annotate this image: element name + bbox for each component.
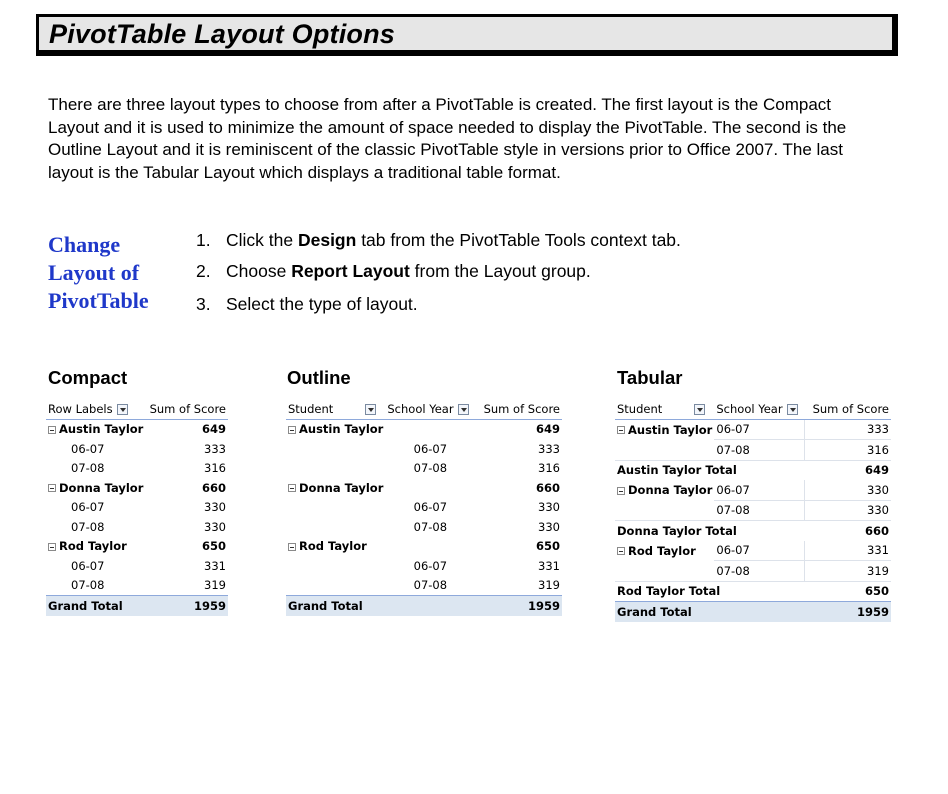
value-cell [475, 459, 562, 479]
row-value: 330 [204, 519, 226, 534]
grand-total-row [286, 596, 562, 616]
value-cell [805, 419, 891, 440]
row-label: 06-07 [71, 558, 105, 573]
row-value: 331 [204, 558, 226, 573]
subtotal-row [615, 460, 891, 480]
grand-total-row [615, 602, 891, 622]
value-cell [805, 480, 891, 500]
group-row [286, 478, 562, 498]
table-row [615, 480, 891, 500]
value-cell [805, 521, 891, 541]
label-cell [46, 419, 145, 439]
step-text: Click the [226, 230, 298, 250]
year-cell [714, 500, 804, 521]
value-cell [145, 459, 228, 479]
year-label: 07-08 [716, 442, 750, 457]
step-item [196, 294, 681, 315]
value-cell [145, 537, 228, 557]
step-text: from the Layout group. [409, 261, 591, 281]
value-cell [475, 576, 562, 596]
subtotal-label-cell [615, 581, 805, 602]
side-heading-line: Change [48, 232, 121, 257]
student-cell [286, 419, 385, 439]
header-cell [286, 399, 385, 419]
row-value: 330 [538, 519, 560, 534]
header-label: Sum of Score [812, 401, 889, 416]
label-cell [615, 602, 805, 622]
group-row [46, 419, 228, 439]
year-label: 06-07 [716, 482, 750, 497]
subtotal-label-cell [615, 521, 805, 541]
collapse-toggle-icon[interactable] [48, 543, 56, 551]
row-value: 331 [867, 543, 889, 558]
value-cell [145, 498, 228, 518]
header-cell [145, 399, 228, 419]
year-cell [385, 576, 475, 596]
value-cell [475, 517, 562, 537]
title-box [36, 14, 898, 56]
value-cell [805, 440, 891, 461]
collapse-toggle-icon[interactable] [288, 426, 296, 434]
year-cell [385, 419, 475, 439]
label-cell [46, 556, 145, 576]
steps-list [196, 230, 681, 315]
value-cell [475, 478, 562, 498]
subtotal-label: Rod Taylor Total [617, 584, 721, 599]
header-label: Row Labels [48, 401, 113, 416]
label-cell [286, 596, 385, 616]
year-label: 07-08 [413, 578, 448, 593]
tabular-label: Tabular [617, 367, 683, 388]
row-value: 319 [538, 578, 560, 593]
row-value: 316 [538, 461, 560, 476]
outline-pivot-table [286, 399, 562, 616]
row-value: 660 [201, 480, 226, 495]
year-cell [714, 440, 804, 461]
student-label: Donna Taylor [628, 483, 713, 497]
label-cell [46, 537, 145, 557]
header-row [615, 399, 891, 419]
grand-total-value: 1959 [193, 598, 226, 613]
student-label: Rod Taylor [628, 543, 696, 558]
student-label: Austin Taylor [299, 422, 384, 437]
row-value: 660 [535, 480, 560, 495]
student-cell [286, 439, 385, 459]
value-cell [145, 576, 228, 596]
row-label: 06-07 [71, 441, 105, 456]
value-cell [145, 478, 228, 498]
table-row [286, 517, 562, 537]
year-label: 07-08 [716, 503, 750, 518]
header-cell [46, 399, 145, 419]
year-cell [714, 561, 804, 582]
label-cell [46, 576, 145, 596]
filter-dropdown-icon[interactable] [694, 404, 705, 415]
year-cell [385, 459, 475, 479]
value-cell [475, 439, 562, 459]
collapse-toggle-icon[interactable] [617, 426, 625, 434]
header-label: School Year [387, 401, 454, 416]
student-cell [615, 541, 714, 561]
year-label: 06-07 [716, 422, 750, 437]
label-cell [46, 439, 145, 459]
header-row [286, 399, 562, 419]
row-value: 319 [867, 563, 889, 578]
value-cell [475, 419, 562, 439]
student-cell [286, 556, 385, 576]
student-cell [286, 459, 385, 479]
row-label: 07-08 [71, 578, 105, 593]
table-row [615, 419, 891, 440]
side-heading [48, 231, 178, 315]
empty-cell [385, 596, 475, 616]
step-text: Choose [226, 261, 292, 281]
step-text: tab from the PivotTable Tools context tab. [356, 230, 681, 250]
year-cell [714, 419, 804, 440]
year-cell [385, 439, 475, 459]
filter-dropdown-icon[interactable] [787, 404, 798, 415]
header-label: Sum of Score [483, 401, 560, 416]
table-row [46, 517, 228, 537]
table-row [615, 561, 891, 582]
row-value: 333 [538, 441, 560, 456]
step-number: 2. [196, 261, 211, 281]
filter-dropdown-icon[interactable] [117, 404, 128, 415]
value-cell [805, 500, 891, 521]
student-cell [615, 419, 714, 440]
year-label: 07-08 [413, 519, 448, 534]
filter-dropdown-icon[interactable] [365, 404, 376, 415]
filter-dropdown-icon[interactable] [458, 404, 469, 415]
value-cell [805, 541, 891, 561]
table-row [46, 498, 228, 518]
grand-total-label: Grand Total [288, 598, 363, 613]
year-label: 06-07 [716, 543, 750, 558]
row-label: Austin Taylor [59, 422, 144, 437]
row-value: 330 [867, 482, 889, 497]
step-bold: Design [297, 230, 357, 250]
year-cell [385, 537, 475, 557]
table-row [615, 500, 891, 521]
row-value: 333 [867, 422, 889, 437]
grand-total-value: 1959 [527, 598, 560, 613]
collapse-toggle-icon[interactable] [617, 547, 625, 555]
year-cell [385, 498, 475, 518]
label-cell [46, 478, 145, 498]
row-value: 649 [201, 422, 226, 437]
row-label: Rod Taylor [59, 539, 127, 554]
value-cell [805, 460, 891, 480]
table-row [286, 459, 562, 479]
value-cell [145, 596, 228, 616]
header-label: Sum of Score [149, 401, 226, 416]
year-cell [714, 541, 804, 561]
student-cell [615, 440, 714, 461]
value-cell [475, 556, 562, 576]
row-value: 330 [867, 503, 889, 518]
label-cell [46, 498, 145, 518]
label-cell [46, 459, 145, 479]
table-row [46, 556, 228, 576]
value-cell [805, 581, 891, 602]
intro-paragraph: There are three layout types to choose from after a PivotTable is created. The first layout is the Compact Layout and it is used to minimize the amount of space needed to display the PivotTable. The second is the Outline Layout and it is reminiscent of the classic PivotTable style in versions prior to Office 2007. The last layout is the Tabular Layout which displays a traditional table format. [48, 95, 847, 182]
year-label: 06-07 [413, 558, 448, 573]
value-cell [805, 561, 891, 582]
row-label: 07-08 [71, 461, 105, 476]
student-label: Donna Taylor [299, 480, 384, 495]
grand-total-label: Grand Total [617, 604, 692, 619]
table-row [286, 576, 562, 596]
student-cell [615, 480, 714, 500]
header-row [46, 399, 228, 419]
group-row [46, 537, 228, 557]
student-cell [286, 537, 385, 557]
side-heading-line: Layout of [48, 260, 140, 285]
student-label: Rod Taylor [299, 539, 367, 554]
value-cell [145, 419, 228, 439]
grand-total-label: Grand Total [48, 598, 123, 613]
student-cell [615, 500, 714, 521]
subtotal-label-cell [615, 460, 805, 480]
row-label: 06-07 [71, 500, 105, 515]
collapse-toggle-icon[interactable] [48, 426, 56, 434]
value-cell [145, 556, 228, 576]
collapse-toggle-icon[interactable] [288, 543, 296, 551]
label-cell [46, 596, 145, 616]
side-heading-line: PivotTable [48, 288, 149, 313]
step-text: Select the type of layout. [226, 294, 418, 314]
subtotal-row [615, 521, 891, 541]
row-value: 330 [204, 500, 226, 515]
header-cell [475, 399, 562, 419]
table-row [46, 439, 228, 459]
student-label: Austin Taylor [628, 422, 713, 437]
row-value: 331 [538, 558, 560, 573]
value-cell [475, 596, 562, 616]
table-row [615, 541, 891, 561]
step-item [196, 230, 681, 251]
outline-label: Outline [287, 367, 351, 388]
student-cell [286, 498, 385, 518]
year-cell [385, 556, 475, 576]
value-cell [145, 517, 228, 537]
year-cell [385, 517, 475, 537]
row-value: 319 [204, 578, 226, 593]
header-cell [385, 399, 475, 419]
tabular-pivot-table [615, 399, 891, 622]
step-item [196, 261, 681, 282]
header-label: Student [617, 401, 663, 416]
row-value: 330 [538, 500, 560, 515]
row-value: 650 [864, 584, 889, 599]
value-cell [475, 498, 562, 518]
header-label: School Year [716, 401, 783, 416]
header-cell [714, 399, 804, 419]
value-cell [475, 537, 562, 557]
table-row [46, 576, 228, 596]
year-label: 06-07 [413, 500, 448, 515]
subtotal-label: Donna Taylor Total [617, 523, 737, 538]
label-cell [46, 517, 145, 537]
subtotal-row [615, 581, 891, 602]
year-label: 07-08 [413, 461, 448, 476]
collapse-toggle-icon[interactable] [288, 484, 296, 492]
value-cell [145, 439, 228, 459]
step-number: 1. [196, 230, 211, 250]
year-label: 07-08 [716, 563, 750, 578]
header-label: Student [288, 401, 334, 416]
header-cell [615, 399, 714, 419]
row-value: 316 [204, 461, 226, 476]
row-value: 660 [864, 523, 889, 538]
row-label: 07-08 [71, 519, 105, 534]
group-row [286, 537, 562, 557]
row-value: 649 [535, 422, 560, 437]
table-row [46, 459, 228, 479]
group-row [46, 478, 228, 498]
grand-total-row [46, 596, 228, 616]
row-value: 333 [204, 441, 226, 456]
collapse-toggle-icon[interactable] [48, 484, 56, 492]
compact-label: Compact [48, 367, 128, 388]
student-cell [615, 561, 714, 582]
student-cell [286, 576, 385, 596]
year-label: 06-07 [413, 441, 448, 456]
row-value: 649 [864, 463, 889, 478]
value-cell [805, 602, 891, 622]
table-row [615, 440, 891, 461]
collapse-toggle-icon[interactable] [617, 487, 625, 495]
page-title: PivotTable Layout Options [49, 19, 396, 49]
subtotal-label: Austin Taylor Total [617, 463, 737, 478]
year-cell [714, 480, 804, 500]
row-value: 650 [535, 539, 560, 554]
table-row [286, 439, 562, 459]
step-bold: Report Layout [291, 261, 410, 281]
header-cell [805, 399, 891, 419]
row-value: 316 [867, 442, 889, 457]
student-cell [286, 517, 385, 537]
step-number: 3. [196, 294, 211, 314]
row-value: 650 [201, 539, 226, 554]
student-cell [286, 478, 385, 498]
row-label: Donna Taylor [59, 480, 144, 495]
table-row [286, 556, 562, 576]
year-cell [385, 478, 475, 498]
group-row [286, 419, 562, 439]
grand-total-value: 1959 [856, 604, 889, 619]
compact-pivot-table [46, 399, 228, 616]
table-row [286, 498, 562, 518]
